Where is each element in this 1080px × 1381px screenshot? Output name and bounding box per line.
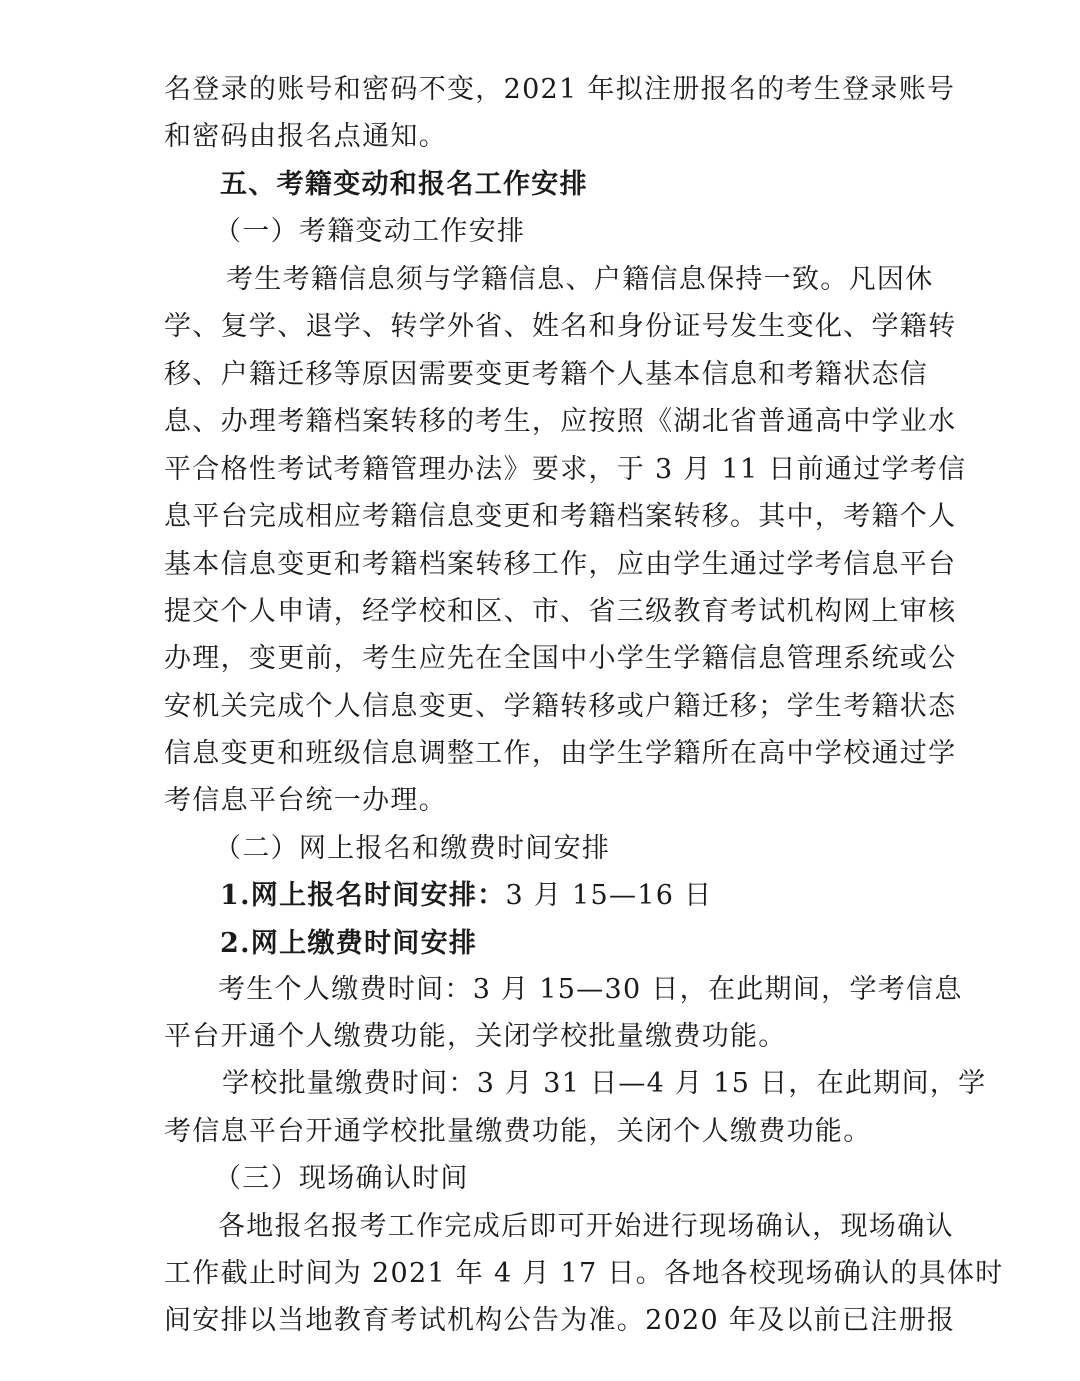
paragraph-line: 考生考籍信息须与学籍信息、户籍信息保持一致。凡因休 bbox=[226, 264, 934, 295]
paragraph-line: 移、户籍迁移等原因需要变更考籍个人基本信息和考籍状态信 bbox=[164, 359, 929, 390]
paragraph-line: 名登录的账号和密码不变，2021 年拟注册报名的考生登录账号 bbox=[164, 74, 956, 105]
paragraph-line: 息平台完成相应考籍信息变更和考籍档案转移。其中，考籍个人 bbox=[164, 501, 957, 532]
subsection-heading: （一）考籍变动工作安排 bbox=[214, 216, 526, 247]
section-heading: 五、考籍变动和报名工作安排 bbox=[220, 169, 588, 200]
paragraph-line: 平合格性考试考籍管理办法》要求，于 3 月 11 日前通过学考信 bbox=[164, 454, 967, 485]
paragraph-line: 安机关完成个人信息变更、学籍转移或户籍迁移；学生考籍状态 bbox=[164, 691, 957, 722]
paragraph-line: 工作截止时间为 2021 年 4 月 17 日。各地各校现场确认的具体时 bbox=[164, 1258, 1004, 1289]
paragraph-line: 信息变更和班级信息调整工作，由学生学籍所在高中学校通过学 bbox=[164, 738, 957, 769]
paragraph-line: 平台开通个人缴费功能，关闭学校批量缴费功能。 bbox=[164, 1021, 787, 1052]
item-heading: 2.网上缴费时间安排 bbox=[220, 928, 478, 959]
paragraph-line: 办理，变更前，考生应先在全国中小学生学籍信息管理系统或公 bbox=[164, 643, 957, 674]
paragraph-line: 各地报名报考工作完成后即可开始进行现场确认，现场确认 bbox=[218, 1211, 954, 1242]
item-label: 1.网上报名时间安排： bbox=[220, 880, 506, 911]
paragraph-line: 学、复学、退学、转学外省、姓名和身份证号发生变化、学籍转 bbox=[164, 311, 957, 342]
paragraph-line: 学校批量缴费时间：3 月 31 日—4 月 15 日，在此期间，学 bbox=[222, 1068, 987, 1099]
paragraph-line: 考信息平台统一办理。 bbox=[164, 785, 447, 816]
paragraph-line: 考生个人缴费时间：3 月 15—30 日，在此期间，学考信息 bbox=[218, 974, 963, 1005]
paragraph-line: 提交个人申请，经学校和区、市、省三级教育考试机构网上审核 bbox=[164, 596, 957, 627]
item-line bbox=[220, 878, 712, 914]
paragraph-line: 和密码由报名点通知。 bbox=[164, 121, 447, 152]
paragraph-line: 基本信息变更和考籍档案转移工作，应由学生通过学考信息平台 bbox=[164, 549, 957, 580]
paragraph-line: 息、办理考籍档案转移的考生，应按照《湖北省普通高中学业水 bbox=[164, 406, 957, 437]
subsection-heading: （三）现场确认时间 bbox=[214, 1163, 469, 1194]
paragraph-line: 间安排以当地教育考试机构公告为准。2020 年及以前已注册报 bbox=[164, 1305, 956, 1336]
subsection-heading: （二）网上报名和缴费时间安排 bbox=[214, 833, 611, 864]
paragraph-line: 考信息平台开通学校批量缴费功能，关闭个人缴费功能。 bbox=[164, 1116, 872, 1147]
item-value: 3 月 15—16 日 bbox=[505, 880, 713, 911]
